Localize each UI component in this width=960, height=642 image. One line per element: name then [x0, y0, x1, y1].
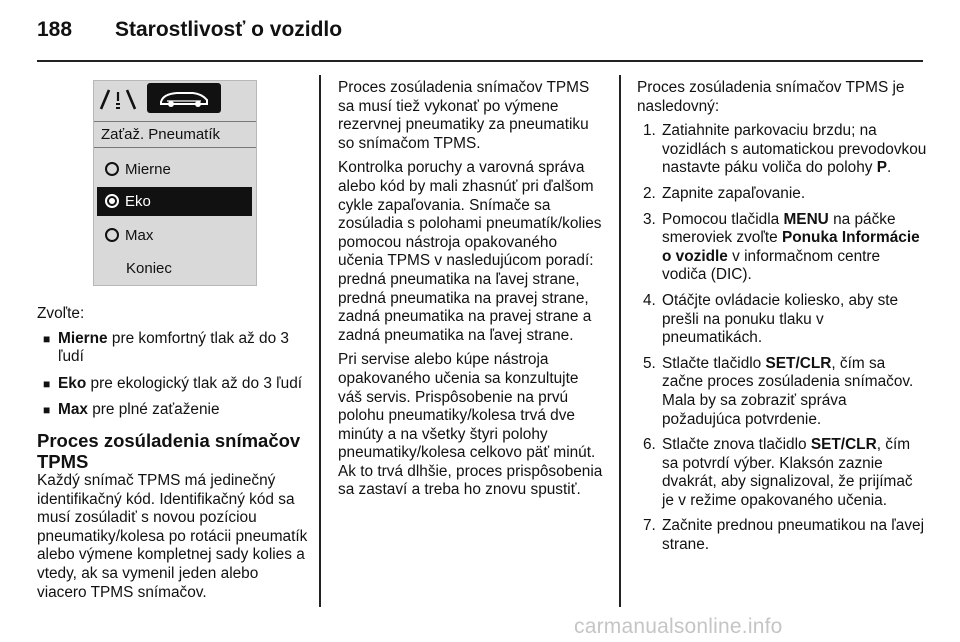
display-option-label: Eko [125, 193, 151, 210]
column-3 [637, 79, 927, 562]
step-bold: MENU [783, 210, 829, 228]
step-number: 3. [643, 210, 656, 228]
page-header [37, 18, 342, 48]
display-option-label: Mierne [125, 161, 171, 178]
step-text: v informačnom centre vodiča (DIC). [662, 247, 881, 284]
display-option-eko [97, 187, 252, 216]
bullet-term: Mierne [58, 329, 108, 347]
step-number: 6. [643, 436, 656, 454]
step-number: 4. [643, 291, 656, 309]
step-text: na páčke smeroviek zvoľte [662, 210, 896, 247]
watermark: carmanualsonline.info [574, 615, 783, 638]
step-number: 5. [643, 354, 656, 372]
list-item [637, 292, 927, 348]
step-bold: SET/CLR [810, 436, 877, 454]
step-text: , čím sa začne proces zosúladenia snímačov. Mala by sa zobraziť správa požadujúca potvrdenie. [662, 354, 914, 428]
page-title: Starostlivosť o vozidlo [115, 18, 343, 41]
step-text: Otáčjte ovládacie koliesko, aby ste prešli na ponuku tlaku v pneumatikách. [662, 291, 899, 347]
bullet-term: Max [58, 401, 88, 419]
bullet-text: pre ekologický tlak až do 3 ľudí [86, 374, 303, 392]
list-item [637, 517, 927, 554]
page-number: 188 [37, 18, 73, 41]
step-number: 2. [643, 184, 656, 202]
paragraph: Proces zosúladenia snímačov TPMS je nasledovný: [637, 79, 905, 115]
paragraph: Pri servise alebo kúpe nástroja opakovaného učenia sa konzultujte váš servis. Prispôsobenie na prvú polohu pneumatiky/kolesa trvá dve minúty a na všetky štyri polohy pneumatiky/kolesa celkovo päť minút. Ak to trvá dlhšie, proces prispôsobenia sa zastaví a treba ho znovu spustiť. [338, 351, 603, 499]
display-menu-title: Zaťaž. Pneumatík [94, 121, 256, 148]
paragraph: Každý snímač TPMS má jedinečný identifikačný kód. Identifikačný kód sa musí zosúladiť s novou pozíciou pneumatiky/kolesa po rotácii pneumatík alebo výmene kompletnej sady kolies a vtedy, ak sa vymenil jeden alebo viacero TPMS snímačov. [37, 471, 308, 601]
select-intro: Zvoľte: [37, 305, 85, 322]
step-number: 1. [643, 122, 656, 140]
bullet-text: pre komfortný tlak až do 3 ľudí [58, 329, 289, 366]
step-text: Stlačte znova tlačidlo [662, 436, 811, 454]
step-bold: P [876, 159, 888, 177]
list-item [37, 375, 312, 394]
bullet-term: Eko [58, 374, 87, 392]
radio-selected-icon [105, 194, 119, 208]
section-heading: Proces zosúladenia snímačov TPMS [37, 429, 301, 472]
radio-icon [105, 228, 119, 242]
list-item [637, 185, 927, 204]
column-1 [37, 305, 312, 608]
list-item [637, 355, 927, 429]
paragraph: Kontrolka poruchy a varovná správa alebo kód by mali zhasnúť pri ďalšom cykle zapaľovania. Snímače sa zosúladia s polohami pneumatík/kolies pomocou nástroja opakovaného učenia TPMS v nasledujúcom poradí: predná pneumatika na ľavej strane, predná pneumatika na pravej strane, zadná pneumatika na pravej strane a zadná pneumatika na ľavej strane. [338, 159, 602, 344]
column-divider-2 [619, 75, 621, 607]
step-bold: Ponuka Informácie o vozidle [662, 229, 920, 265]
tire-pressure-tab-icon [96, 82, 146, 116]
header-rule [37, 60, 923, 62]
step-text: Zapnite zapaľovanie. [662, 184, 806, 202]
display-option-label: Max [125, 227, 154, 244]
dic-display-illustration [93, 80, 257, 286]
step-bold: SET/CLR [765, 354, 832, 372]
steps-list [637, 122, 927, 554]
list-item [637, 122, 927, 178]
list-item [637, 211, 927, 285]
step-number: 7. [643, 517, 656, 535]
step-text: Zatiahnite parkovaciu brzdu; na vozidlách s automatickou prevodovkou nastavte páku voliča do polohy [662, 122, 927, 177]
list-item [37, 401, 312, 420]
display-tab-bar [94, 81, 257, 117]
column-2 [338, 79, 606, 506]
display-option-max [97, 221, 252, 250]
radio-icon [105, 162, 119, 176]
step-text: , čím sa potvrdí výber. Klaksón zaznie dvakrát, aby signalizoval, že prijímač je v režime opakovaného učenia. [662, 436, 913, 509]
step-text: Začnite prednou pneumatikou na ľavej strane. [662, 517, 925, 554]
column-divider-1 [319, 75, 321, 607]
list-item [637, 436, 927, 510]
step-text: Pomocou tlačidla [662, 210, 784, 228]
bullet-text: pre plné zaťaženie [87, 401, 220, 419]
car-tab-icon [147, 83, 221, 113]
paragraph: Proces zosúladenia snímačov TPMS sa musí tiež vykonať po výmene rezervnej pneumatiky za pneumatiku so snímačom TPMS. [338, 79, 590, 152]
display-exit-label: Koniec [126, 260, 172, 277]
step-text: . [887, 159, 892, 177]
display-option-mierne [97, 155, 252, 184]
list-item [37, 330, 312, 367]
step-text: Stlačte tlačidlo [662, 354, 766, 372]
